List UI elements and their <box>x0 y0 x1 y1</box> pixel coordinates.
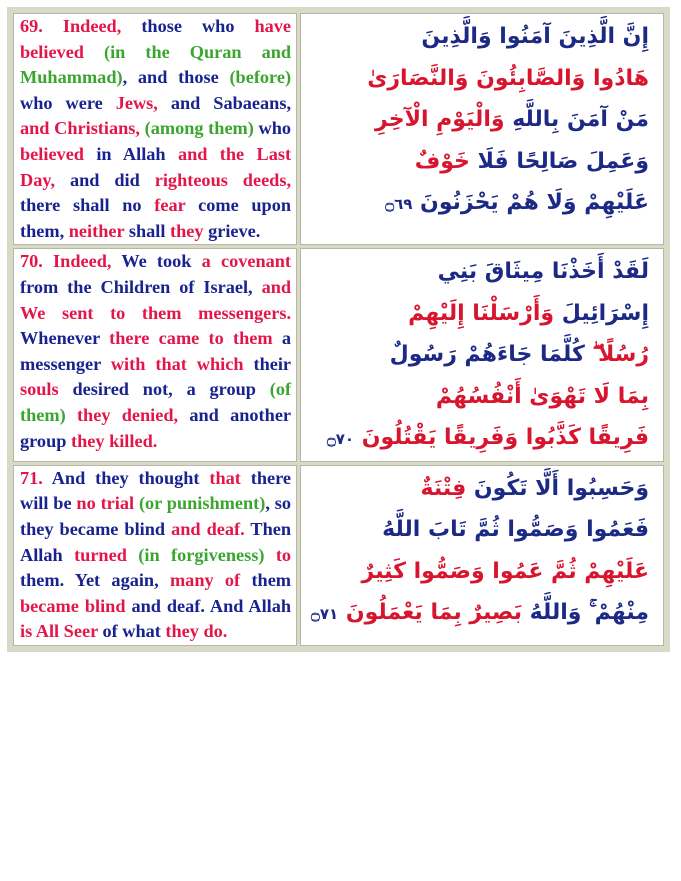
translation-segment: a messenger <box>20 328 292 374</box>
arabic-line <box>311 592 649 636</box>
translation-segment: and We sent to them messengers. <box>20 276 292 323</box>
english-translation-cell <box>13 248 297 462</box>
translation-segment: grieve. <box>208 220 261 241</box>
translation-segment: fear <box>154 195 199 216</box>
translation-segment: they denied, <box>76 404 190 425</box>
translation-segment: is All Seer <box>20 621 103 642</box>
translation-segment: became blind <box>20 595 132 616</box>
translation-segment: righteous deeds, <box>154 169 292 190</box>
translation-segment: that <box>209 467 251 488</box>
english-translation-cell <box>13 465 297 646</box>
translation-segment: and the Last Day, <box>20 143 292 190</box>
translation-segment: and Christians, <box>20 118 145 139</box>
translation-segment: many of <box>169 570 252 591</box>
arabic-line <box>311 141 649 183</box>
translation-segment: and another group <box>20 404 292 451</box>
arabic-line <box>311 468 649 510</box>
translation-segment: there will be <box>20 467 292 514</box>
verse-number-marker: ۝٦٩ <box>385 195 413 213</box>
translation-segment: they <box>170 220 209 241</box>
translation-segment: of what <box>102 621 166 642</box>
translation-segment: souls <box>20 379 73 400</box>
arabic-segment: فَعَمُوا وَصَمُّوا ثُمَّ تَابَ اللَّهُ <box>382 517 649 543</box>
arabic-segment: فِتْنَةٌ <box>420 475 467 501</box>
translation-segment: Indeed, <box>42 16 142 36</box>
translation-segment: there shall no <box>20 195 155 216</box>
verse-number-marker: ۝٧٠ <box>326 430 355 449</box>
translation-segment: (in the Quran and Muhammad) <box>20 41 292 88</box>
arabic-segment: بِمَا لَا تَهْوَىٰ أَنْفُسُهُمْ <box>435 383 649 409</box>
arabic-segment: وَعَمِلَ صَالِحًا فَلَا <box>469 148 649 174</box>
english-translation-cell <box>13 13 297 245</box>
translation-segment: they killed. <box>70 430 158 451</box>
verse-sheet <box>7 7 670 652</box>
verse-number-marker: ۝٧١ <box>311 605 339 624</box>
arabic-segment: وَأَرْسَلْنَا إِلَيْهِمْ <box>408 300 555 326</box>
arabic-segment: عَلَيْهِمْ وَلَا هُمْ يَحْزَنُونَ <box>412 190 649 215</box>
verse-row <box>13 248 664 462</box>
arabic-segment: مِنْهُمْ ۚ وَاللَّهُ <box>522 600 649 626</box>
translation-segment: turned <box>74 544 139 565</box>
verse-table <box>10 10 667 649</box>
arabic-text-cell <box>300 13 664 245</box>
arabic-segment: فَرِيقًا كَذَّبُوا وَفَرِيقًا يَقْتُلُونَ <box>354 425 649 451</box>
arabic-segment: وَحَسِبُوا أَلَّا تَكُونَ <box>466 475 649 501</box>
translation-segment: Jews, <box>115 92 171 113</box>
translation-segment: shall <box>128 220 170 241</box>
translation-segment: We took <box>121 251 202 272</box>
arabic-line <box>311 99 649 141</box>
translation-segment: have believed <box>20 16 292 62</box>
translation-segment: they do. <box>165 621 228 642</box>
arabic-segment: كُلَّمَا جَاءَهُمْ رَسُولٌ <box>389 342 585 368</box>
arabic-segment: لَقَدْ أَخَذْنَا مِيثَاقَ بَنِي <box>437 259 649 285</box>
translation-segment: them. Yet again, <box>20 570 170 591</box>
translation-segment: (or punishment) <box>138 493 266 514</box>
translation-segment: to <box>275 544 292 565</box>
translation-segment: (in forgiveness) <box>138 544 276 565</box>
translation-segment: no trial <box>76 493 139 514</box>
arabic-segment: وَالْيَوْمِ الْآخِرِ <box>375 107 505 132</box>
arabic-segment: عَلَيْهِمْ ثُمَّ عَمُوا وَصَمُّوا كَثِيرٌ <box>361 558 649 584</box>
translation-segment: 69. <box>20 16 43 36</box>
arabic-line <box>311 293 649 335</box>
translation-segment: (of them) <box>20 379 292 425</box>
translation-segment: (before) <box>229 67 292 88</box>
translation-segment: and deaf. <box>171 519 251 540</box>
translation-segment: who were <box>20 92 116 113</box>
translation-segment: desired not, a group <box>72 379 270 400</box>
arabic-line <box>311 16 649 58</box>
translation-segment: their <box>253 353 292 374</box>
translation-segment: who <box>258 118 292 139</box>
translation-segment: those who <box>141 16 255 36</box>
translation-segment: , so they became blind <box>20 493 292 540</box>
translation-segment: a covenant <box>201 251 292 272</box>
translation-segment: And they thought <box>42 467 210 488</box>
translation-segment: from the Children of Israel, <box>20 276 262 297</box>
translation-segment: 70. <box>20 251 43 272</box>
arabic-line <box>311 551 649 593</box>
translation-segment: them <box>251 570 292 591</box>
translation-segment: , and those <box>122 67 230 88</box>
verse-row <box>13 465 664 646</box>
translation-segment: and did <box>69 169 155 190</box>
translation-segment: Indeed, <box>42 251 122 272</box>
verse-table-body <box>13 13 664 646</box>
arabic-segment: رُسُلًا ۖ <box>584 342 649 368</box>
translation-segment: come upon them, <box>20 195 292 241</box>
arabic-line <box>311 417 649 461</box>
arabic-segment: خَوْفٌ <box>414 148 470 174</box>
arabic-line <box>311 58 649 100</box>
translation-segment: Then Allah <box>20 519 292 565</box>
arabic-segment: إِنَّ الَّذِينَ آمَنُوا وَالَّذِينَ <box>421 24 649 49</box>
arabic-line <box>311 334 649 376</box>
arabic-segment: مَنْ آمَنَ بِاللَّهِ <box>504 107 649 132</box>
translation-segment: with that which <box>110 353 254 374</box>
translation-segment: and deaf. And Allah <box>131 595 292 616</box>
translation-segment: Whenever <box>20 328 110 349</box>
arabic-segment: بَصِيرٌ بِمَا يَعْمَلُونَ <box>338 600 522 626</box>
translation-segment: (among them) <box>144 118 259 139</box>
arabic-segment: إِسْرَائِيلَ <box>554 300 649 326</box>
translation-segment: in Allah <box>96 143 178 164</box>
arabic-text-cell <box>300 248 664 462</box>
translation-segment: there came to them <box>109 328 282 349</box>
arabic-line <box>311 182 649 226</box>
arabic-segment: هَادُوا وَالصَّابِئُونَ وَالنَّصَارَىٰ <box>367 65 649 91</box>
translation-segment: neither <box>68 220 129 241</box>
translation-segment: 71. <box>20 467 43 488</box>
verse-row <box>13 13 664 245</box>
translation-segment: and Sabaeans, <box>170 92 292 113</box>
arabic-text-cell <box>300 465 664 646</box>
arabic-line <box>311 251 649 293</box>
translation-segment: believed <box>20 143 97 164</box>
arabic-line <box>311 509 649 551</box>
arabic-line <box>311 376 649 418</box>
